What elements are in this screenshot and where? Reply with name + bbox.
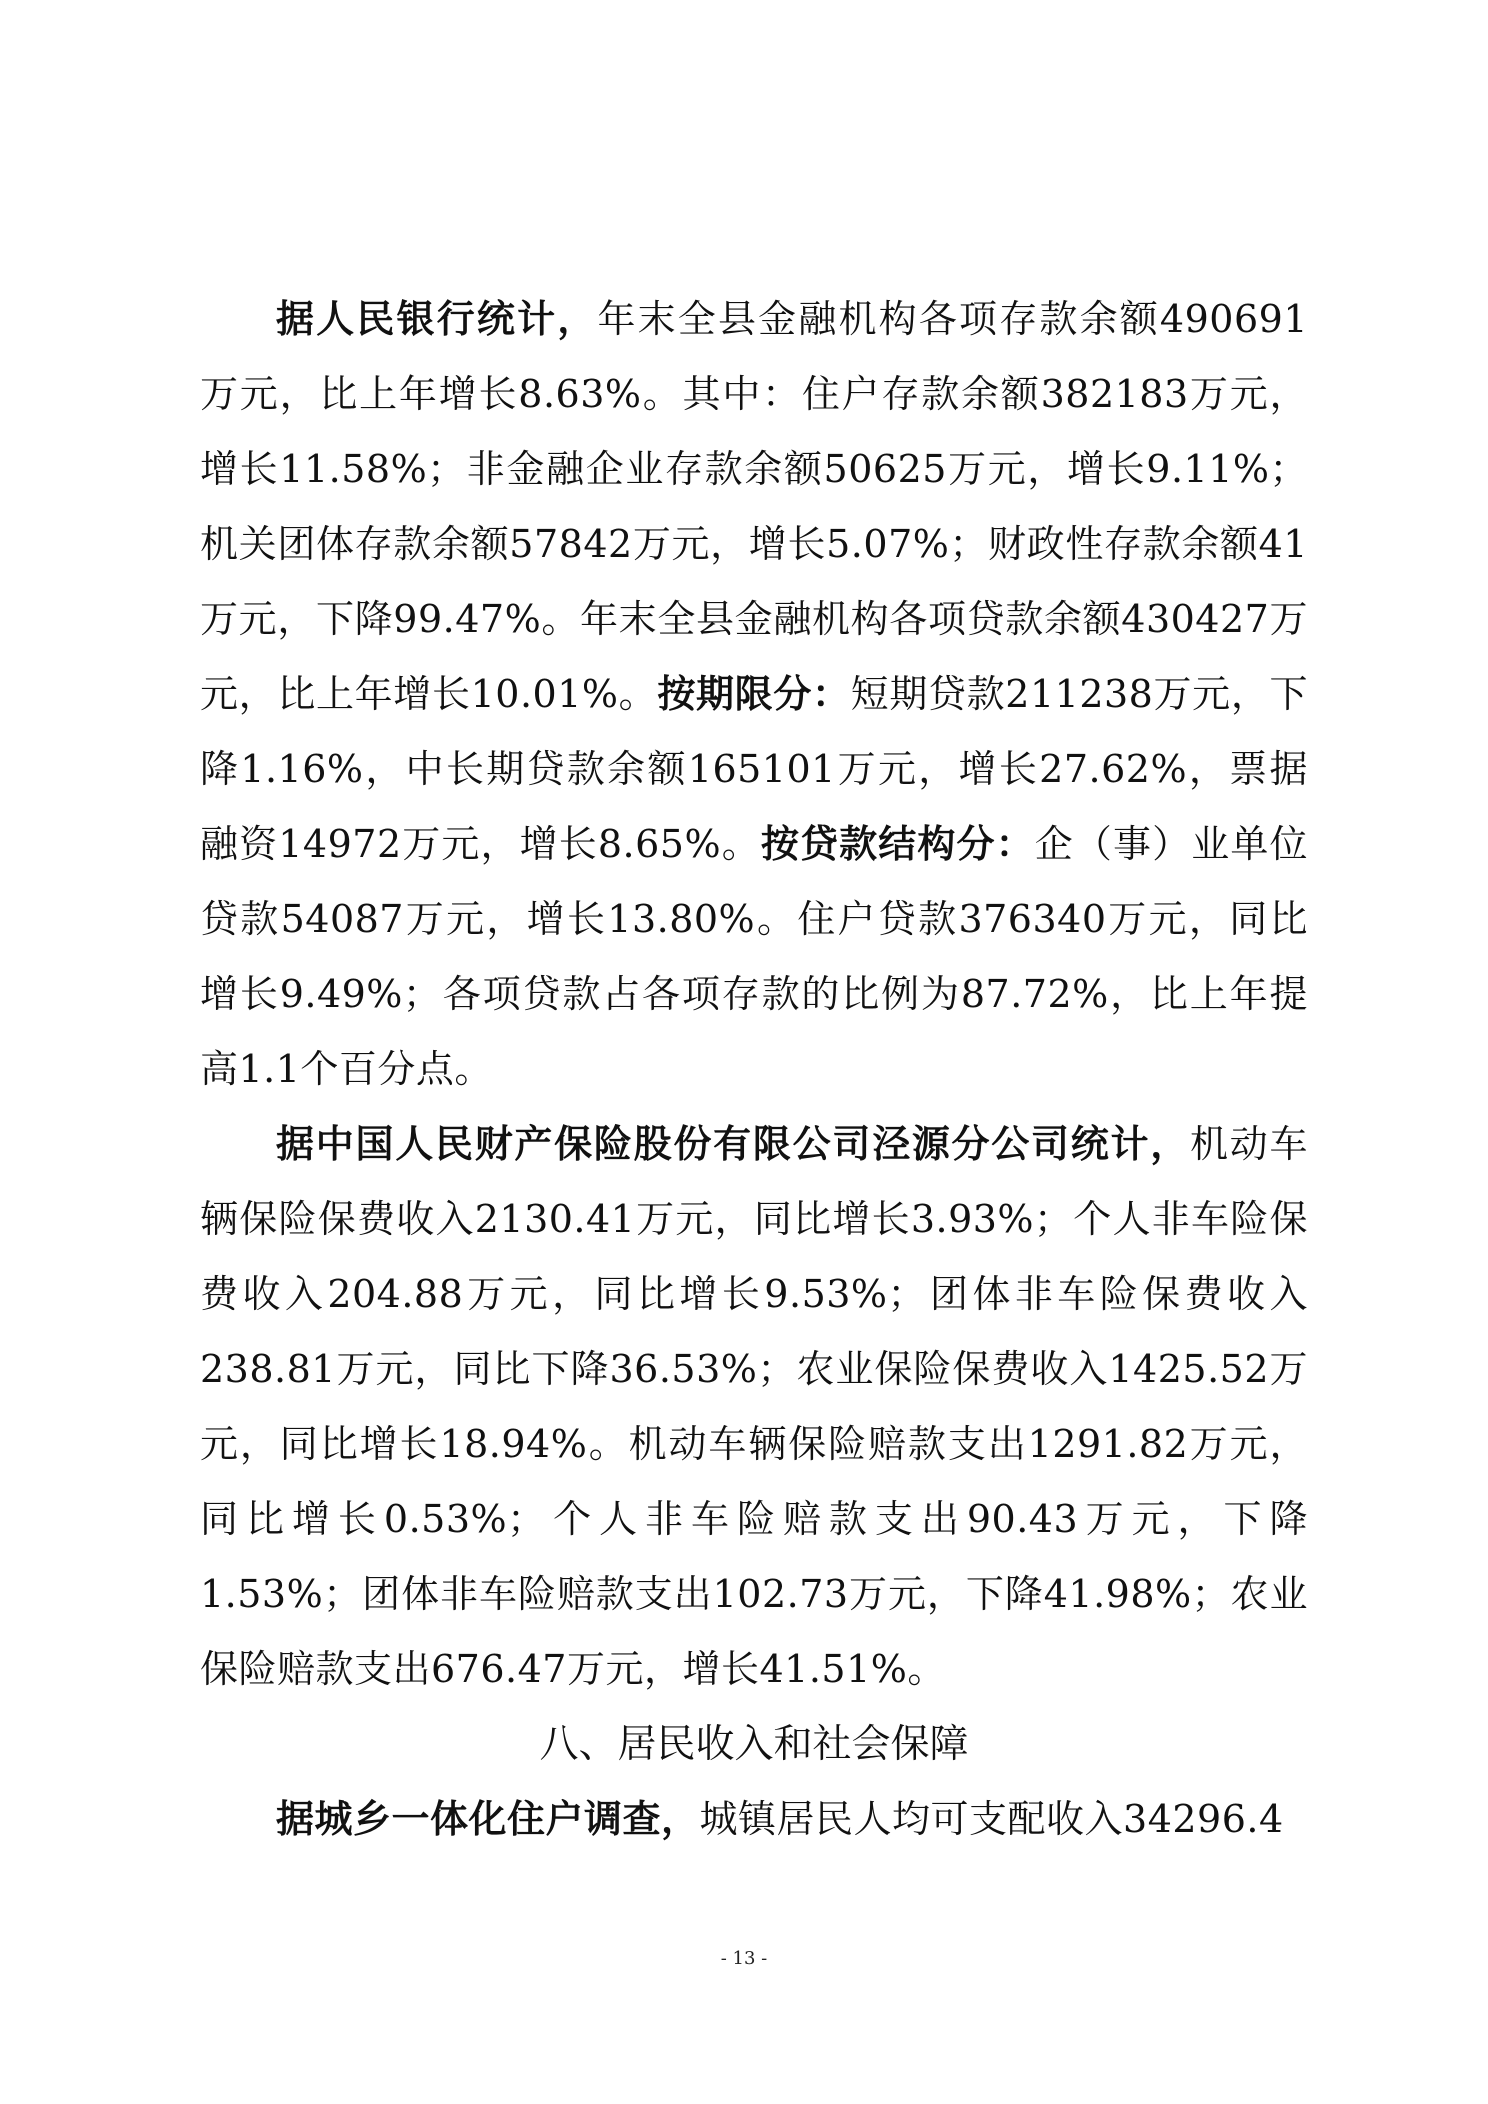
paragraph-insurance	[200, 1107, 1308, 1707]
page-number: - 13 -	[720, 1948, 768, 1969]
paragraph-subhead-structure: 按贷款结构分：	[760, 822, 1035, 866]
paragraph-banking	[200, 282, 1308, 1107]
section-heading: 八、居民收入和社会保障	[539, 1722, 969, 1767]
paragraph-text-deposits: 年末全县金融机构各项存款余额490691万元，比上年增长8.63%。其中：住户存款余额382183万元，增长11.58%；非金融企业存款余额50625万元，增长9.11%；机关团体存款余额57842万元，增长5.07%；财政性存款余额41万元，下降99.47%。年末全县金融机构各项贷款余额430427万元，比上年增长10.01%。	[200, 297, 1308, 716]
paragraph-lead-banking: 据人民银行统计，	[276, 297, 598, 341]
paragraph-lead-insurance: 据中国人民财产保险股份有限公司泾源分公司统计，	[276, 1122, 1190, 1166]
paragraph-income	[200, 1782, 1308, 1857]
paragraph-text-income: 城镇居民人均可支配收入34296.4	[699, 1797, 1284, 1841]
paragraph-text-loan-structure: 企（事）业单位贷款54087万元，增长13.80%。住户贷款376340万元，同比增长9.49%；各项贷款占各项存款的比例为87.72%，比上年提高1.1个百分点。	[200, 822, 1308, 1091]
paragraph-subhead-term: 按期限分：	[657, 672, 851, 716]
paragraph-lead-income: 据城乡一体化住户调查，	[276, 1797, 700, 1841]
paragraph-text-loan-term: 短期贷款211238万元，下降1.16%，中长期贷款余额165101万元，增长27.62%，票据融资14972万元，增长8.65%。	[200, 672, 1308, 866]
document-page	[200, 282, 1308, 1857]
paragraph-text-insurance: 机动车辆保险保费收入2130.41万元，同比增长3.93%；个人非车险保费收入204.88万元，同比增长9.53%；团体非车险保费收入238.81万元，同比下降36.53%；农业保险保费收入1425.52万元，同比增长18.94%。机动车辆保险赔款支出1291.82万元，同比增长0.53%；个人非车险赔款支出90.43万元，下降1.53%；团体非车险赔款支出102.73万元，下降41.98%；农业保险赔款支出676.47万元，增长41.51%。	[200, 1122, 1308, 1691]
